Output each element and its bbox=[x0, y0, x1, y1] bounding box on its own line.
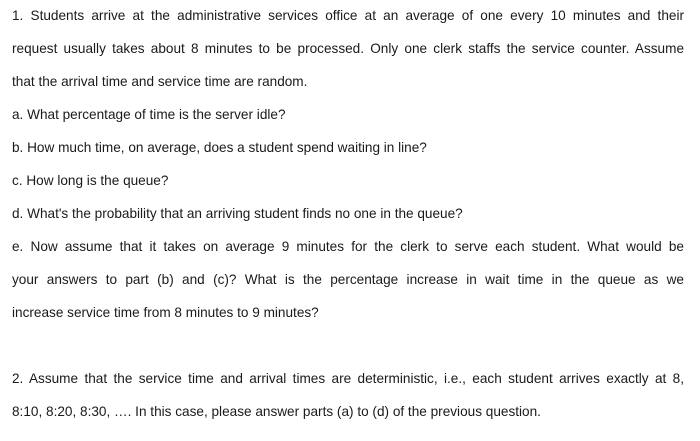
question-1-part-c: c. How long is the queue? bbox=[12, 173, 169, 188]
question-1-part-b: b. How much time, on average, does a student spend waiting in line? bbox=[12, 140, 427, 155]
question-1-part-d: d. What's the probability that an arriving student finds no one in the queue? bbox=[12, 206, 463, 221]
question-2-line-2: 8:10, 8:20, 8:30, …. In this case, please answer parts (a) to (d) of the previous question. bbox=[12, 404, 541, 419]
question-1-part-a: a. What percentage of time is the server idle? bbox=[12, 107, 286, 122]
question-1-line-2: request usually takes about 8 minutes to be processed. Only one clerk staffs the service counter. Assume bbox=[12, 41, 684, 56]
question-1-line-1: 1. Students arrive at the administrative services office at an average of one every 10 minutes and their bbox=[12, 8, 684, 23]
question-1-part-e-line-2: your answers to part (b) and (c)? What is the percentage increase in wait time in the queue as we bbox=[12, 272, 684, 287]
question-2-line-1: 2. Assume that the service time and arrival times are deterministic, i.e., each student arrives exactly at 8, bbox=[12, 371, 684, 386]
question-1-line-3: that the arrival time and service time are random. bbox=[12, 74, 308, 89]
question-1-part-e-line-1: e. Now assume that it takes on average 9 minutes for the clerk to serve each student. What would be bbox=[12, 239, 684, 254]
question-1-part-e-line-3: increase service time from 8 minutes to 9 minutes? bbox=[12, 305, 319, 320]
